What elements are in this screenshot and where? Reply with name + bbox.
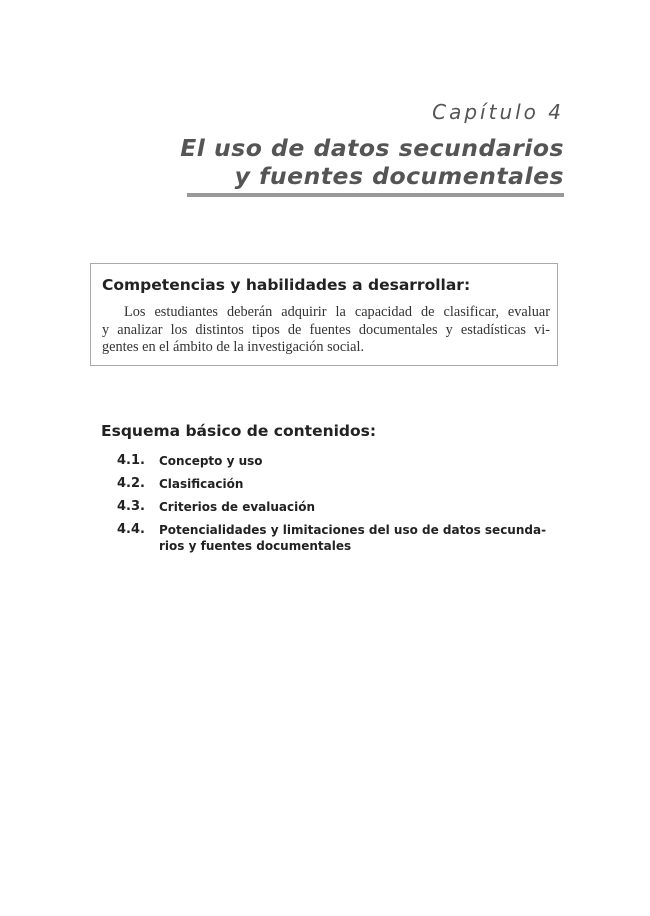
item-number: 4.2. — [117, 476, 145, 491]
item-label: Clasificación — [159, 477, 244, 491]
item-label: Potencialidades y limitaciones del uso de datos secunda-rios y fuentes documentales — [159, 523, 547, 553]
title-divider — [187, 193, 564, 197]
contents-list — [117, 453, 557, 561]
competencias-heading: Competencias y habilidades a desarrollar: — [102, 276, 471, 294]
list-item — [117, 522, 557, 554]
list-item — [117, 476, 557, 492]
chapter-label: Capítulo 4 — [432, 100, 564, 124]
list-item — [117, 499, 557, 515]
item-number: 4.3. — [117, 499, 145, 514]
text-line: y analizar los distintos tipos de fuentes documentales y estadísticas vi- — [102, 321, 550, 338]
item-label: Criterios de evaluación — [159, 500, 316, 514]
text-line: Los estudiantes deberán adquirir la capacidad de clasificar, evaluar — [124, 304, 550, 320]
item-number: 4.1. — [117, 453, 145, 468]
list-item — [117, 453, 557, 469]
item-label: Concepto y uso — [159, 454, 263, 468]
competencias-text — [102, 304, 550, 357]
title-line: y fuentes documentales — [234, 162, 564, 190]
chapter-title — [180, 134, 564, 190]
title-line: El uso de datos secundarios — [180, 134, 564, 162]
esquema-heading: Esquema básico de contenidos: — [101, 422, 377, 440]
item-number: 4.4. — [117, 522, 145, 537]
text-line: gentes en el ámbito de la investigación social. — [102, 339, 365, 355]
competencias-box — [90, 263, 558, 366]
